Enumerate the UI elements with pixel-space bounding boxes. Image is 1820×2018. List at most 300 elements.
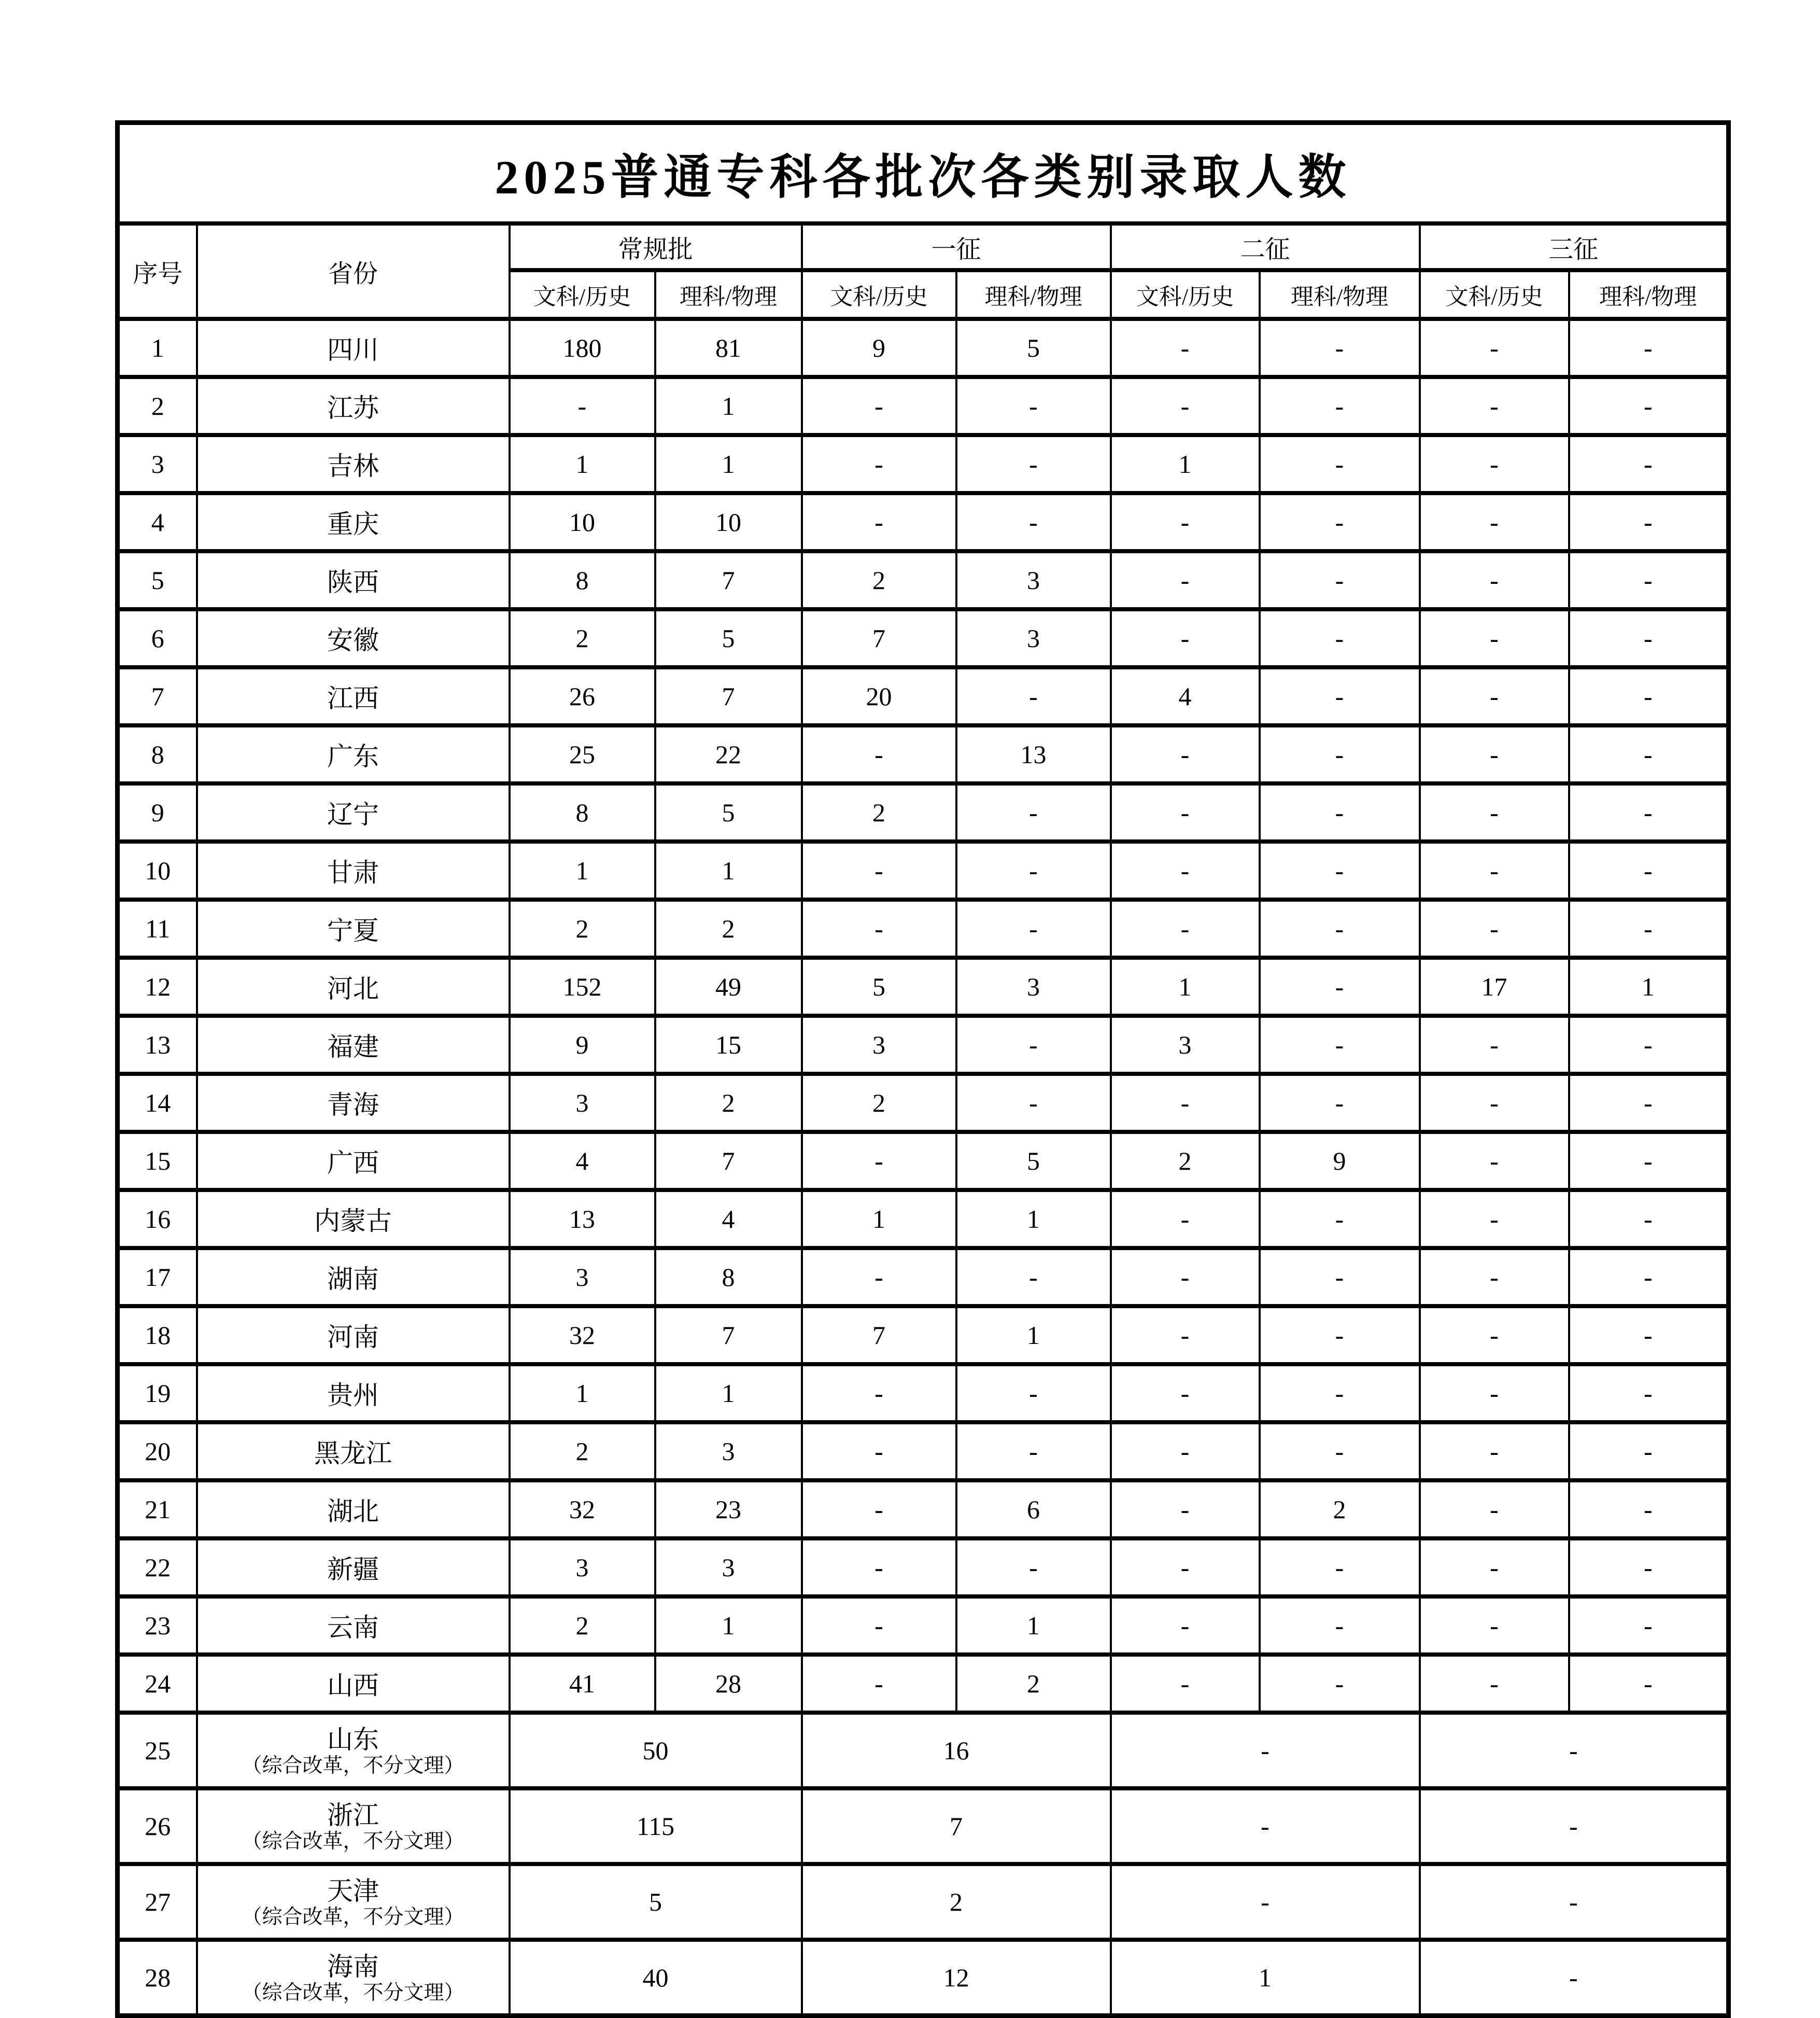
value-cell: 9: [1260, 1132, 1420, 1190]
col-header-first-call: 一征: [802, 223, 1111, 270]
value-cell: 2: [1260, 1480, 1420, 1538]
value-cell: -: [802, 1248, 956, 1306]
province-name: 四川: [197, 319, 510, 377]
value-cell: -: [1260, 1538, 1420, 1596]
value-cell: 28: [655, 1655, 802, 1713]
value-cell: 7: [655, 1132, 802, 1190]
value-cell: 2: [802, 1074, 956, 1132]
table-row: [118, 1074, 1729, 1132]
value-cell: 6: [956, 1480, 1111, 1538]
value-cell: -: [1260, 1016, 1420, 1074]
value-cell: -: [1260, 609, 1420, 667]
value-cell: 5: [802, 958, 956, 1016]
value-cell: -: [1569, 783, 1729, 842]
row-index: 13: [118, 1016, 197, 1074]
row-index: 4: [118, 493, 197, 551]
value-cell: -: [1260, 1248, 1420, 1306]
value-cell: 2: [510, 1422, 655, 1480]
value-cell: -: [1569, 609, 1729, 667]
value-cell: -: [1420, 1422, 1569, 1480]
value-cell: 7: [802, 1306, 956, 1364]
value-cell: 20: [802, 667, 956, 725]
table-row: [118, 1190, 1729, 1248]
col-subheader-science-physics: 理科/物理: [1260, 270, 1420, 319]
value-cell: 12: [802, 1940, 1111, 2016]
value-cell: -: [802, 725, 956, 783]
value-cell: 32: [510, 1306, 655, 1364]
province-name: 重庆: [197, 493, 510, 551]
value-cell: -: [1569, 493, 1729, 551]
value-cell: -: [1420, 1655, 1569, 1713]
row-index: 21: [118, 1480, 197, 1538]
value-cell: 3: [1111, 1016, 1260, 1074]
value-cell: 1: [1111, 435, 1260, 493]
value-cell: -: [1260, 1074, 1420, 1132]
value-cell: -: [1420, 377, 1569, 435]
value-cell: -: [1569, 1306, 1729, 1364]
value-cell: 2: [510, 609, 655, 667]
value-cell: -: [1111, 1864, 1420, 1940]
value-cell: 15: [655, 1016, 802, 1074]
value-cell: -: [1569, 377, 1729, 435]
value-cell: -: [1111, 1306, 1260, 1364]
row-index: 2: [118, 377, 197, 435]
province-note: （综合改革，不分文理）: [242, 1754, 464, 1777]
value-cell: -: [802, 842, 956, 900]
province-name: [197, 1940, 510, 2016]
value-cell: 10: [510, 493, 655, 551]
value-cell: 7: [655, 1306, 802, 1364]
value-cell: -: [1569, 1655, 1729, 1713]
value-cell: -: [1420, 1074, 1569, 1132]
value-cell: -: [802, 1422, 956, 1480]
value-cell: -: [802, 900, 956, 958]
table-row: [118, 1364, 1729, 1422]
value-cell: -: [1260, 1306, 1420, 1364]
col-subheader-science-physics: 理科/物理: [1569, 270, 1729, 319]
col-header-province: 省份: [197, 223, 510, 319]
value-cell: 4: [1111, 667, 1260, 725]
value-cell: 1: [956, 1306, 1111, 1364]
value-cell: 8: [510, 783, 655, 842]
row-index: 27: [118, 1864, 197, 1940]
value-cell: -: [1260, 842, 1420, 900]
value-cell: -: [1420, 1190, 1569, 1248]
value-cell: 16: [802, 1713, 1111, 1788]
row-index: 25: [118, 1713, 197, 1788]
value-cell: -: [1569, 900, 1729, 958]
value-cell: 13: [956, 725, 1111, 783]
province-label: 海南: [327, 1952, 379, 1981]
value-cell: -: [1420, 1364, 1569, 1422]
value-cell: -: [1420, 1248, 1569, 1306]
table-row: [118, 1655, 1729, 1713]
value-cell: -: [1420, 1132, 1569, 1190]
province-name: 云南: [197, 1596, 510, 1655]
row-index: 23: [118, 1596, 197, 1655]
value-cell: -: [1420, 1538, 1569, 1596]
value-cell: 2: [802, 551, 956, 609]
value-cell: 40: [510, 1940, 802, 2016]
value-cell: 1: [1111, 958, 1260, 1016]
value-cell: -: [956, 435, 1111, 493]
table-row-merged: [118, 1788, 1729, 1864]
value-cell: 50: [510, 1713, 802, 1788]
value-cell: -: [1111, 1364, 1260, 1422]
table-row: [118, 1480, 1729, 1538]
value-cell: -: [1111, 1422, 1260, 1480]
value-cell: -: [956, 1364, 1111, 1422]
value-cell: -: [956, 900, 1111, 958]
col-subheader-arts-history: 文科/历史: [1420, 270, 1569, 319]
value-cell: -: [1420, 1596, 1569, 1655]
province-name: 湖北: [197, 1480, 510, 1538]
value-cell: -: [1420, 1306, 1569, 1364]
table-row: [118, 842, 1729, 900]
value-cell: -: [1111, 1713, 1420, 1788]
value-cell: 1: [956, 1190, 1111, 1248]
value-cell: -: [1420, 493, 1569, 551]
value-cell: 3: [956, 958, 1111, 1016]
value-cell: 10: [655, 493, 802, 551]
value-cell: 1: [655, 377, 802, 435]
province-name: 新疆: [197, 1538, 510, 1596]
value-cell: -: [1569, 667, 1729, 725]
province-label: 天津: [327, 1876, 379, 1905]
value-cell: -: [1420, 609, 1569, 667]
province-name: 福建: [197, 1016, 510, 1074]
value-cell: -: [1569, 1422, 1729, 1480]
value-cell: -: [1420, 1940, 1729, 2016]
province-note: （综合改革，不分文理）: [242, 1981, 464, 2004]
table-row: [118, 1016, 1729, 1074]
col-subheader-science-physics: 理科/物理: [956, 270, 1111, 319]
value-cell: -: [1111, 551, 1260, 609]
value-cell: -: [1111, 842, 1260, 900]
row-index: 5: [118, 551, 197, 609]
province-label: 山东: [327, 1725, 379, 1754]
province-name: 河南: [197, 1306, 510, 1364]
value-cell: 2: [510, 1596, 655, 1655]
table-row: [118, 1248, 1729, 1306]
value-cell: 4: [655, 1190, 802, 1248]
value-cell: 1: [510, 1364, 655, 1422]
value-cell: -: [510, 377, 655, 435]
table-row-merged: [118, 1713, 1729, 1788]
value-cell: -: [1260, 377, 1420, 435]
table-row: [118, 725, 1729, 783]
value-cell: -: [1260, 667, 1420, 725]
row-index: 15: [118, 1132, 197, 1190]
value-cell: 4: [510, 1132, 655, 1190]
row-index: 26: [118, 1788, 197, 1864]
row-index: 7: [118, 667, 197, 725]
value-cell: -: [1569, 1538, 1729, 1596]
province-name: 山西: [197, 1655, 510, 1713]
col-subheader-arts-history: 文科/历史: [802, 270, 956, 319]
row-index: 12: [118, 958, 197, 1016]
value-cell: 23: [655, 1480, 802, 1538]
value-cell: 7: [802, 609, 956, 667]
col-header-regular-batch: 常规批: [510, 223, 802, 270]
table-row: [118, 1422, 1729, 1480]
value-cell: 1: [510, 435, 655, 493]
value-cell: 32: [510, 1480, 655, 1538]
value-cell: -: [956, 1074, 1111, 1132]
table-row: [118, 900, 1729, 958]
value-cell: -: [1260, 1190, 1420, 1248]
value-cell: -: [1420, 1864, 1729, 1940]
value-cell: -: [1569, 1364, 1729, 1422]
value-cell: 2: [655, 900, 802, 958]
value-cell: 1: [655, 1596, 802, 1655]
value-cell: 81: [655, 319, 802, 377]
province-name: 甘肃: [197, 842, 510, 900]
col-header-index: 序号: [118, 223, 197, 319]
value-cell: -: [802, 1132, 956, 1190]
value-cell: -: [1569, 1248, 1729, 1306]
table-row: [118, 435, 1729, 493]
value-cell: -: [802, 1596, 956, 1655]
province-name: 江苏: [197, 377, 510, 435]
value-cell: 3: [956, 609, 1111, 667]
row-index: 10: [118, 842, 197, 900]
value-cell: 41: [510, 1655, 655, 1713]
value-cell: 7: [655, 667, 802, 725]
value-cell: 5: [655, 783, 802, 842]
value-cell: -: [1260, 1596, 1420, 1655]
value-cell: 1: [655, 842, 802, 900]
table-row: [118, 1538, 1729, 1596]
province-name: 广西: [197, 1132, 510, 1190]
value-cell: -: [1260, 725, 1420, 783]
title-row: [118, 123, 1729, 224]
value-cell: 3: [510, 1074, 655, 1132]
province-name: 宁夏: [197, 900, 510, 958]
province-name: 内蒙古: [197, 1190, 510, 1248]
row-index: 19: [118, 1364, 197, 1422]
value-cell: 7: [655, 551, 802, 609]
row-index: 24: [118, 1655, 197, 1713]
value-cell: -: [1420, 435, 1569, 493]
value-cell: 13: [510, 1190, 655, 1248]
row-index: 1: [118, 319, 197, 377]
value-cell: -: [1420, 725, 1569, 783]
value-cell: -: [956, 377, 1111, 435]
value-cell: -: [1569, 435, 1729, 493]
value-cell: 2: [956, 1655, 1111, 1713]
value-cell: 5: [956, 319, 1111, 377]
value-cell: -: [1111, 1074, 1260, 1132]
row-index: 22: [118, 1538, 197, 1596]
province-name: [197, 1713, 510, 1788]
row-index: 20: [118, 1422, 197, 1480]
value-cell: 7: [802, 1788, 1111, 1864]
value-cell: 1: [956, 1596, 1111, 1655]
admissions-table: [115, 120, 1731, 2018]
value-cell: -: [1260, 493, 1420, 551]
value-cell: -: [1111, 1248, 1260, 1306]
table-row: [118, 1306, 1729, 1364]
value-cell: -: [1420, 319, 1569, 377]
value-cell: -: [1569, 551, 1729, 609]
value-cell: 3: [510, 1248, 655, 1306]
value-cell: -: [1111, 1788, 1420, 1864]
value-cell: -: [1260, 783, 1420, 842]
row-index: 11: [118, 900, 197, 958]
value-cell: -: [1111, 1190, 1260, 1248]
province-name: 湖南: [197, 1248, 510, 1306]
table-row: [118, 1132, 1729, 1190]
value-cell: 3: [802, 1016, 956, 1074]
value-cell: -: [802, 1655, 956, 1713]
value-cell: -: [1420, 842, 1569, 900]
table-row: [118, 667, 1729, 725]
row-index: 28: [118, 1940, 197, 2016]
value-cell: -: [1260, 1364, 1420, 1422]
value-cell: -: [1111, 609, 1260, 667]
province-note: （综合改革，不分文理）: [242, 1830, 464, 1853]
row-index: 16: [118, 1190, 197, 1248]
value-cell: 115: [510, 1788, 802, 1864]
value-cell: -: [1420, 551, 1569, 609]
value-cell: 2: [510, 900, 655, 958]
value-cell: -: [1569, 319, 1729, 377]
row-index: 14: [118, 1074, 197, 1132]
value-cell: 25: [510, 725, 655, 783]
value-cell: 2: [1111, 1132, 1260, 1190]
row-index: 18: [118, 1306, 197, 1364]
value-cell: 17: [1420, 958, 1569, 1016]
value-cell: 3: [510, 1538, 655, 1596]
value-cell: -: [1569, 1074, 1729, 1132]
value-cell: 5: [956, 1132, 1111, 1190]
province-label: 浙江: [327, 1800, 379, 1830]
value-cell: 26: [510, 667, 655, 725]
value-cell: -: [1260, 958, 1420, 1016]
value-cell: -: [956, 842, 1111, 900]
value-cell: -: [956, 1422, 1111, 1480]
value-cell: 2: [802, 783, 956, 842]
row-index: 6: [118, 609, 197, 667]
value-cell: -: [956, 1538, 1111, 1596]
table-row: [118, 609, 1729, 667]
value-cell: -: [1111, 1596, 1260, 1655]
table-row: [118, 551, 1729, 609]
value-cell: 2: [655, 1074, 802, 1132]
value-cell: 8: [510, 551, 655, 609]
value-cell: -: [802, 435, 956, 493]
value-cell: -: [956, 493, 1111, 551]
row-index: 8: [118, 725, 197, 783]
value-cell: 2: [802, 1864, 1111, 1940]
value-cell: -: [1111, 725, 1260, 783]
value-cell: 9: [510, 1016, 655, 1074]
page-title: 2025普通专科各批次各类别录取人数: [118, 123, 1729, 224]
value-cell: -: [1260, 1422, 1420, 1480]
value-cell: -: [1569, 1132, 1729, 1190]
value-cell: 5: [510, 1864, 802, 1940]
province-note: （综合改革，不分文理）: [242, 1905, 464, 1928]
value-cell: -: [1569, 1190, 1729, 1248]
value-cell: 5: [655, 609, 802, 667]
row-index: 9: [118, 783, 197, 842]
col-header-second-call: 二征: [1111, 223, 1420, 270]
table-row-merged: [118, 1864, 1729, 1940]
table-body: [118, 319, 1729, 2016]
province-name: 贵州: [197, 1364, 510, 1422]
value-cell: -: [956, 667, 1111, 725]
value-cell: 1: [802, 1190, 956, 1248]
col-subheader-arts-history: 文科/历史: [510, 270, 655, 319]
value-cell: -: [802, 493, 956, 551]
col-subheader-science-physics: 理科/物理: [655, 270, 802, 319]
row-index: 17: [118, 1248, 197, 1306]
province-name: 河北: [197, 958, 510, 1016]
value-cell: -: [1569, 1016, 1729, 1074]
province-name: 江西: [197, 667, 510, 725]
province-name: 青海: [197, 1074, 510, 1132]
value-cell: 9: [802, 319, 956, 377]
province-name: 广东: [197, 725, 510, 783]
value-cell: -: [1569, 1596, 1729, 1655]
value-cell: -: [1111, 1538, 1260, 1596]
value-cell: -: [1260, 319, 1420, 377]
value-cell: 3: [655, 1422, 802, 1480]
col-subheader-arts-history: 文科/历史: [1111, 270, 1260, 319]
value-cell: -: [802, 1538, 956, 1596]
value-cell: -: [1569, 842, 1729, 900]
value-cell: -: [1420, 1788, 1729, 1864]
value-cell: -: [1420, 1016, 1569, 1074]
province-name: 安徽: [197, 609, 510, 667]
value-cell: 22: [655, 725, 802, 783]
value-cell: -: [1260, 900, 1420, 958]
table-row: [118, 783, 1729, 842]
header-group-row: [118, 223, 1729, 270]
value-cell: -: [1420, 1480, 1569, 1538]
province-name: 黑龙江: [197, 1422, 510, 1480]
table-row-merged: [118, 1940, 1729, 2016]
value-cell: -: [1260, 551, 1420, 609]
value-cell: -: [1260, 1655, 1420, 1713]
value-cell: 3: [655, 1538, 802, 1596]
table-row: [118, 1596, 1729, 1655]
value-cell: -: [802, 1480, 956, 1538]
value-cell: -: [1111, 319, 1260, 377]
value-cell: -: [1111, 1655, 1260, 1713]
province-name: [197, 1864, 510, 1940]
value-cell: -: [1111, 493, 1260, 551]
value-cell: -: [802, 1364, 956, 1422]
value-cell: -: [956, 783, 1111, 842]
value-cell: -: [1420, 783, 1569, 842]
value-cell: -: [956, 1248, 1111, 1306]
value-cell: -: [1420, 900, 1569, 958]
value-cell: 1: [1111, 1940, 1420, 2016]
table-row: [118, 958, 1729, 1016]
value-cell: 1: [655, 1364, 802, 1422]
table-row: [118, 319, 1729, 377]
value-cell: -: [1569, 725, 1729, 783]
value-cell: -: [956, 1016, 1111, 1074]
value-cell: 152: [510, 958, 655, 1016]
value-cell: -: [1111, 783, 1260, 842]
value-cell: 1: [1569, 958, 1729, 1016]
row-index: 3: [118, 435, 197, 493]
value-cell: -: [802, 377, 956, 435]
value-cell: 180: [510, 319, 655, 377]
